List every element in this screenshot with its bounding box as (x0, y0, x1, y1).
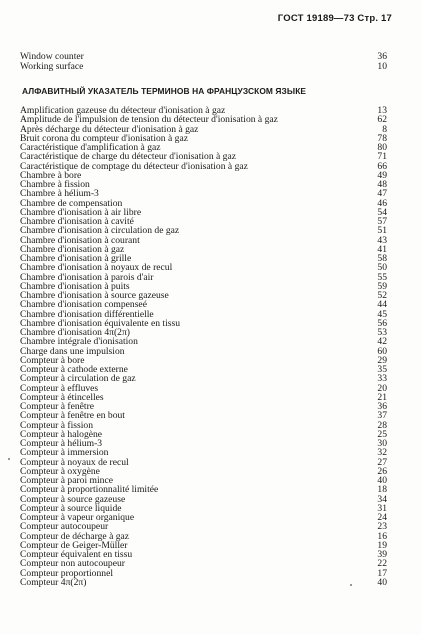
index-term: Chambre d'ionisation différentielle (20, 308, 154, 320)
index-term: Compteur à noyaux de recul (20, 456, 129, 468)
page-number: 48 (377, 179, 387, 190)
index-term: Compteur à source liquide (20, 502, 122, 514)
page-number: 40 (377, 576, 387, 588)
page-number: 66 (377, 160, 387, 172)
index-term: Compteur à vapeur organique (20, 512, 135, 523)
index-term: Compteur équivalent en tissu (20, 549, 133, 560)
index-term: Chambre d'ionisation à courant (20, 234, 140, 246)
index-term: Compteur à fenêtre en bout (20, 410, 125, 422)
page-number: 40 (377, 475, 387, 486)
index-term: Chambre d'ionisation à noyaux de recul (20, 262, 173, 274)
index-term: Amplitude de l'impulsion de tension du détecteur d'ionisation à gaz (20, 114, 278, 126)
page-number: 26 (377, 465, 387, 477)
index-term: Après décharge du détecteur d'ionisation à gaz (20, 123, 199, 135)
index-term: Compteur à cathode externe (20, 364, 128, 375)
index-term: Chambre à bore (20, 169, 82, 181)
page-number: 18 (377, 484, 387, 496)
index-term: Compteur à oxygène (20, 465, 100, 477)
index-term: Chambre d'ionisation à parois d'air (20, 271, 154, 283)
index-term: Caractéristique d'amplification à gaz (20, 142, 161, 153)
page-number: 56 (377, 317, 387, 329)
page-number: 44 (377, 299, 387, 311)
index-entry (20, 578, 387, 588)
page-number: 32 (377, 447, 387, 459)
page-number: 42 (377, 336, 387, 348)
index-term: Chambre à fission (20, 179, 90, 190)
index-term: Working surface (20, 60, 84, 72)
page-number: 17 (377, 567, 387, 579)
page-number: 23 (377, 521, 387, 533)
index-term: Chambre d'ionisation à cavité (20, 216, 134, 227)
page-number: 39 (377, 549, 387, 560)
page-number: 30 (377, 438, 387, 449)
index-term: Compteur à étincelles (20, 391, 104, 403)
page-number: 54 (377, 206, 387, 218)
page-number: 8 (382, 123, 387, 135)
index-term: Compteur de Geiger-Müller (20, 539, 128, 551)
page-number: 10 (377, 60, 387, 72)
index-term: Charge dans une impulsion (20, 345, 125, 357)
page-number: 19 (377, 539, 387, 551)
page-number: 27 (377, 456, 387, 468)
page-number: 45 (377, 308, 387, 320)
page-number: 13 (377, 105, 387, 116)
page-number: 78 (377, 132, 387, 144)
page-number: 51 (377, 225, 387, 237)
page-number: 31 (377, 502, 387, 514)
page-number: 36 (377, 51, 387, 62)
page-number: 28 (377, 419, 387, 431)
index-term: Compteur de décharge à gaz (20, 530, 130, 542)
index-term: Compteur proportionnel (20, 567, 113, 579)
page-number: 25 (377, 428, 387, 440)
page-number: 34 (377, 493, 387, 505)
index-term: Chambre d'ionisation à grille (20, 253, 132, 264)
page-number: 57 (377, 216, 387, 227)
page-number: 60 (377, 345, 387, 357)
index-term: Compteur à proportionnalité limitée (20, 484, 159, 496)
index-term: Chambre d'ionisation compenseé (20, 299, 147, 311)
page-number: 58 (377, 253, 387, 264)
page-number: 50 (377, 262, 387, 274)
scan-speck (350, 584, 352, 586)
index-term: Chambre d'ionisation à source gazeuse (20, 290, 169, 301)
page-number: 16 (377, 530, 387, 542)
index-term: Compteur à halogène (20, 428, 103, 440)
page-header: ГОСТ 19189—73 Стр. 17 (277, 13, 392, 24)
page-number: 53 (377, 327, 387, 338)
index-term: Chambre d'ionisation 4π(2π) (20, 327, 131, 338)
section-title: АЛФАВИТНЫЙ УКАЗАТЕЛЬ ТЕРМИНОВ НА ФРАНЦУЗСКОМ ЯЗЫКЕ (22, 86, 307, 96)
page-number: 22 (377, 558, 387, 570)
index-term: Caractéristique de comptage du détecteur d'ionisation à gaz (20, 160, 248, 172)
page-number: 62 (377, 114, 387, 126)
index-term: Compteur 4π(2π) (20, 576, 87, 588)
index-term: Chambre d'ionisation à puits (20, 280, 130, 292)
page-number: 37 (377, 410, 387, 422)
page-number: 46 (377, 197, 387, 209)
page-number: 43 (377, 234, 387, 246)
page-number: 55 (377, 271, 387, 283)
page-number: 20 (377, 382, 387, 394)
index-term: Compteur à immersion (20, 447, 109, 459)
page-number: 21 (377, 391, 387, 403)
index-term: Compteur autocoupeur (20, 521, 109, 533)
page-number: 71 (377, 151, 387, 163)
index-term: Chambre d'ionisation équivalente en tissu (20, 317, 180, 329)
index-term: Chambre d'ionisation à circulation de gaz (20, 225, 180, 237)
index-term: Chambre d'ionisation à air libre (20, 206, 142, 218)
index-term: Chambre d'ionisation à gaz (20, 243, 125, 255)
index-term: Bruit corona du compteur d'ionisation à gaz (20, 132, 188, 144)
index-term: Chambre de compensation (20, 197, 123, 209)
page-number: 33 (377, 373, 387, 385)
page-number: 80 (377, 142, 387, 153)
index-entry (20, 62, 387, 72)
index-term: Compteur à circulation de gaz (20, 373, 136, 385)
page-number: 41 (377, 243, 387, 255)
index-term: Amplification gazeuse du détecteur d'ionisation à gaz (20, 105, 226, 116)
index-term: Compteur à effluves (20, 382, 99, 394)
index-term: Chambre intégrale d'ionisation (20, 336, 138, 348)
index-term: Compteur à source gazeuse (20, 493, 126, 505)
page-number: 49 (377, 169, 387, 181)
index-term: Compteur à fission (20, 419, 94, 431)
page-number: 35 (377, 364, 387, 375)
index-term: Caractéristique de charge du détecteur d'ionisation à gaz (20, 151, 236, 163)
index-term: Chambre à hélium-3 (20, 188, 99, 200)
page-number: 24 (377, 512, 387, 523)
page-number: 29 (377, 354, 387, 366)
index-term: Compteur à fenêtre (20, 401, 95, 412)
index-term: Compteur à hélium-3 (20, 438, 103, 449)
scan-speck (8, 458, 10, 460)
page-number: 47 (377, 188, 387, 200)
index-term: Compteur à bore (20, 354, 85, 366)
page-number: 59 (377, 280, 387, 292)
index-term: Compteur non autocoupeur (20, 558, 125, 570)
index-term: Compteur à paroi mince (20, 475, 113, 486)
page-number: 36 (377, 401, 387, 412)
page-number: 52 (377, 290, 387, 301)
index-term: Window counter (20, 51, 84, 62)
